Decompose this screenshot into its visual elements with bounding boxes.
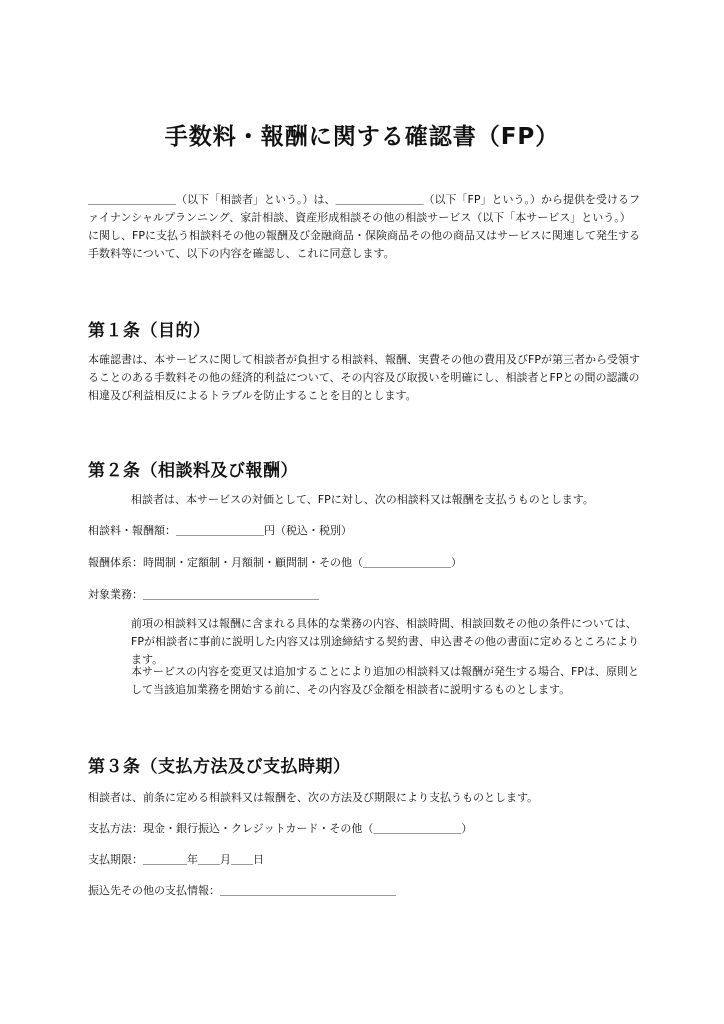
intro-paragraph: ＿＿＿＿＿＿＿＿（以下「相談者」という。）は、＿＿＿＿＿＿＿＿（以下「FP」という。）から提供を受けるファイナンシャルプランニング、家計相談、資産形成相談その他の相談サービス（以下「本サービス」という。）に関し、FPに支払う相談料その他の報酬及び金融商品・保険商品その他の商品又はサービスに関連して発生する手数料等について、以下の内容を確認し、これに同意します。 [88, 193, 640, 260]
target-work-line: 対象業務：＿＿＿＿＿＿＿＿＿＿＿＿＿＿＿＿ [88, 588, 319, 601]
article-3-intro: 相談者は、前条に定める相談料又は報酬を、次の方法及び期限により支払うものとします。 [88, 791, 539, 804]
article-2-note-2: 本サービスの内容を変更又は追加することにより追加の相談料又は報酬が発生する場合、FPは、原則として当該追加業務を開始する前に、その内容及び金額を相談者に説明するものとします。 [131, 665, 639, 696]
payment-method-line: 支払方法：現金・銀行振込・クレジットカード・その他（＿＿＿＿＿＿＿＿） [88, 822, 473, 835]
payment-deadline-line: 支払期限：＿＿＿＿年＿＿月＿＿日 [88, 853, 264, 866]
document-title: 手数料・報酬に関する確認書（FP） [164, 124, 560, 150]
article-1-heading: 第１条（目的） [88, 321, 211, 341]
article-2-intro: 相談者は、本サービスの対価として、FPに対し、次の相談料又は報酬を支払うものとします。 [131, 493, 594, 506]
article-1-body: 本確認書は、本サービスに関して相談者が負担する相談料、報酬、実費その他の費用及びFPが第三者から受領することのある手数料その他の経済的利益について、その内容及び取扱いを明確にし、相談者とFPとの間の認識の相違及び利益相反によるトラブルを防止することを目的とします。 [88, 353, 640, 402]
article-2-note-1: 前項の相談料又は報酬に含まれる具体的な業務の内容、相談時間、相談回数その他の条件については、FPが相談者に事前に説明した内容又は別途締結する契約書、申込書その他の書面に定めるところによります。 [131, 617, 639, 666]
article-3-heading: 第３条（支払方法及び支払時期） [88, 757, 351, 777]
fee-system-line: 報酬体系：時間制・定額制・月額制・顧問制・その他（＿＿＿＿＿＿＿＿） [88, 556, 462, 569]
payment-account-line: 振込先その他の支払情報：＿＿＿＿＿＿＿＿＿＿＿＿＿＿＿＿ [88, 884, 396, 897]
fee-amount-line: 相談料・報酬額：＿＿＿＿＿＿＿＿円（税込・税別） [88, 524, 352, 537]
article-2-heading: 第２条（相談料及び報酬） [88, 461, 298, 481]
